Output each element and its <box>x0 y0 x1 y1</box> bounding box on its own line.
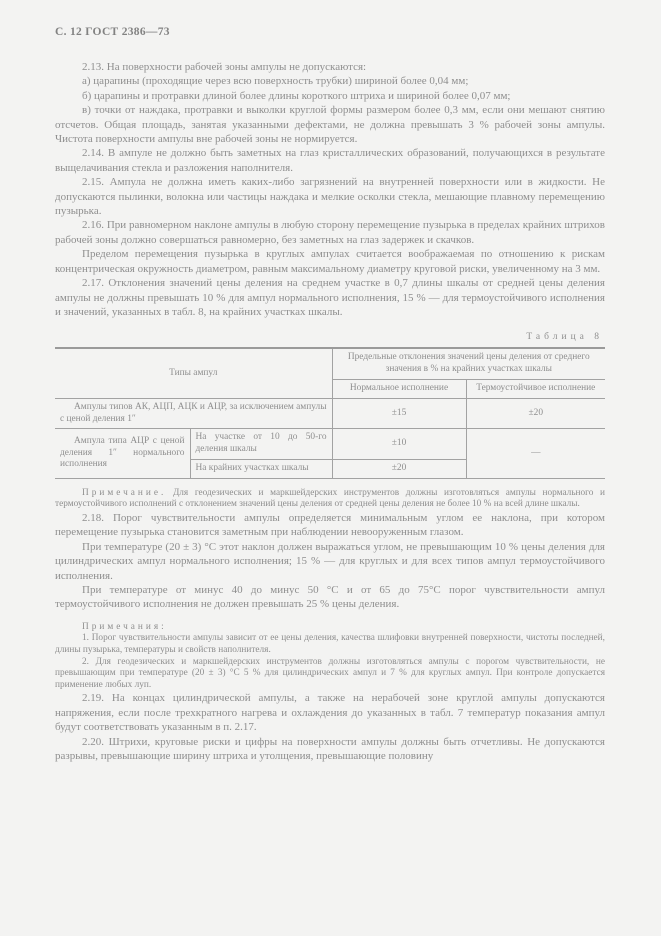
paragraph-2-14: 2.14. В ампуле не должно быть заметных на глаз кристаллических образований, получающихся в результате выщелачивания стекла и разложения наполнителя. <box>55 147 605 174</box>
table-cell-row2-sub2-normal: ±20 <box>332 459 466 478</box>
paragraph-2-15: 2.15. Ампула не должна иметь каких-либо загрязнений на внутренней поверхности или в жидкости. Не допускаются пылинки, волокна или частицы наждака и мелкие осколки стекла, мешающие плавному перемещению пузырька. <box>55 176 605 218</box>
table-cell-row1-thermo: ±20 <box>466 398 605 429</box>
notes-label: Примечания: <box>82 621 167 632</box>
paragraph-2-16: 2.16. При равномерном наклоне ампулы в любую сторону перемещение пузырька в пределах крайних штрихов рабочей зоны должно совершаться равномерно, без заметных на глаз задержек и скачков. <box>55 219 605 246</box>
table-cell-row1-type: Ампулы типов АК, АЦП, АЦК и АЦР, за исключением ампулы с ценой деления 1″ <box>55 398 332 429</box>
paragraph-2-19: 2.19. На концах цилиндрической ампулы, а также на нерабочей зоне круглой ампулы допускаются напряжения, если после трехкратного нагрева и охлаждения до указанных в табл. 7 температур показания ампул будут соответствовать указанным в п. 2.17. <box>55 692 605 734</box>
table-header-normal: Нормальное исполнение <box>332 379 466 398</box>
table-note <box>55 488 605 511</box>
table-caption: Таблица 8 <box>526 332 603 343</box>
table-header-row <box>55 348 605 379</box>
table-header-types: Типы ампул <box>55 348 332 398</box>
page-header: С. 12 ГОСТ 2386—73 <box>55 26 170 38</box>
table-header-deviations: Предельные отклонения значений цены деления от среднего значения в % на крайних участках шкалы <box>332 348 605 379</box>
note-item-1: 1. Порог чувствительности ампулы зависит от ее цены деления, качества шлифовки внутренней поверхности, чистоты последней, длины пузырька, температуры и свойств наполнителя. <box>55 633 605 655</box>
table-8 <box>55 347 605 478</box>
table-row <box>55 398 605 429</box>
table-cell-row1-normal: ±15 <box>332 398 466 429</box>
list-item-a: а) царапины (проходящие через всю поверхность трубки) шириной более 0,04 мм; <box>82 75 469 88</box>
paragraph-2-17: 2.17. Отклонения значений цены деления на среднем участке в 0,7 длины шкалы от средней цены деления ампулы не должны превышать 10 % для ампул нормального исполнения, 15 % — для термоустойчивого исполнения и значений, указанных в табл. 8, на крайних участках шкалы. <box>55 277 605 318</box>
table-header-thermo: Термоустойчивое исполнение <box>466 379 605 398</box>
paragraph-2-16-cont: Пределом перемещения пузырька в круглых ампулах считается воображаемая по отношению к рискам концентрическая окружность диаметром, равным максимальному диаметру круговой риски, увеличенному на 3 мм. <box>55 248 605 275</box>
table-note-label: Примечание. <box>82 487 167 498</box>
list-item-v: в) точки от наждака, протравки и выколки круглой формы размером более 0,3 мм, если они мешают снятию отсчетов. Общая площадь, занятая указанными дефектами, не должна превышать 3 % рабочей зоны ампулы. Чистота поверхности ампулы вне рабочей зоны не нормируется. <box>55 104 605 146</box>
paragraph-2-18: 2.18. Порог чувствительности ампулы определяется минимальным углом ее наклона, при котором перемещение пузырька становится заметным при наблюдении невооруженным глазом. <box>55 511 605 539</box>
paragraph-2-18-temp-range: При температуре от минус 40 до минус 50 °С и от 65 до 75°С порог чувствительности ампул термоустойчивого исполнения не должен превышать 25 % цены деления. <box>55 583 605 611</box>
table-note-text: Для геодезических и маркшейдерских инструментов должны изготовляться ампулы нормального и термоустойчивого исполнений с отклонением значений цены деления от средней цены деления не более 10 % на всей длине шкалы. <box>55 487 605 510</box>
paragraph-2-13: 2.13. На поверхности рабочей зоны ампулы не допускаются: <box>82 61 367 73</box>
table-cell-row2-type: Ампула типа АЦР с ценой деления 1″ нормального исполнения <box>55 429 190 478</box>
paragraph-2-20: 2.20. Штрихи, круговые риски и цифры на поверхности ампулы должны быть отчетливы. Не допускаются разрывы, превышающие ширину штриха и утолщения, превышающие половину <box>55 735 605 762</box>
table-cell-row2-sub2: На крайних участках шкалы <box>190 459 332 478</box>
list-item-b: б) царапины и протравки длиной более длины короткого штриха и шириной более 0,07 мм; <box>82 89 511 102</box>
table-cell-row2-sub1-normal: ±10 <box>332 429 466 460</box>
paragraph-2-18-temp20: При температуре (20 ± 3) °С этот наклон должен выражаться углом, не превышающим 10 % цены деления для цилиндрических ампул нормального исполнения; 15 % — для круглых и для всех типов ампул термоустойчивого исполнения. <box>55 540 605 582</box>
table-row <box>55 429 605 460</box>
note-item-2: 2. Для геодезических и маркшейдерских инструментов должны изготовляться ампулы с порогом чувствительности, не превышающим при температуре (20 ± 3) °С 5 % для цилиндрических ампул и 7 % для круглых ампул. При контроле допускается применение любых луп. <box>55 656 605 690</box>
table-cell-row2-sub1: На участке от 10 до 50-го деления шкалы <box>190 429 332 460</box>
table-cell-row2-thermo: — <box>466 429 605 478</box>
